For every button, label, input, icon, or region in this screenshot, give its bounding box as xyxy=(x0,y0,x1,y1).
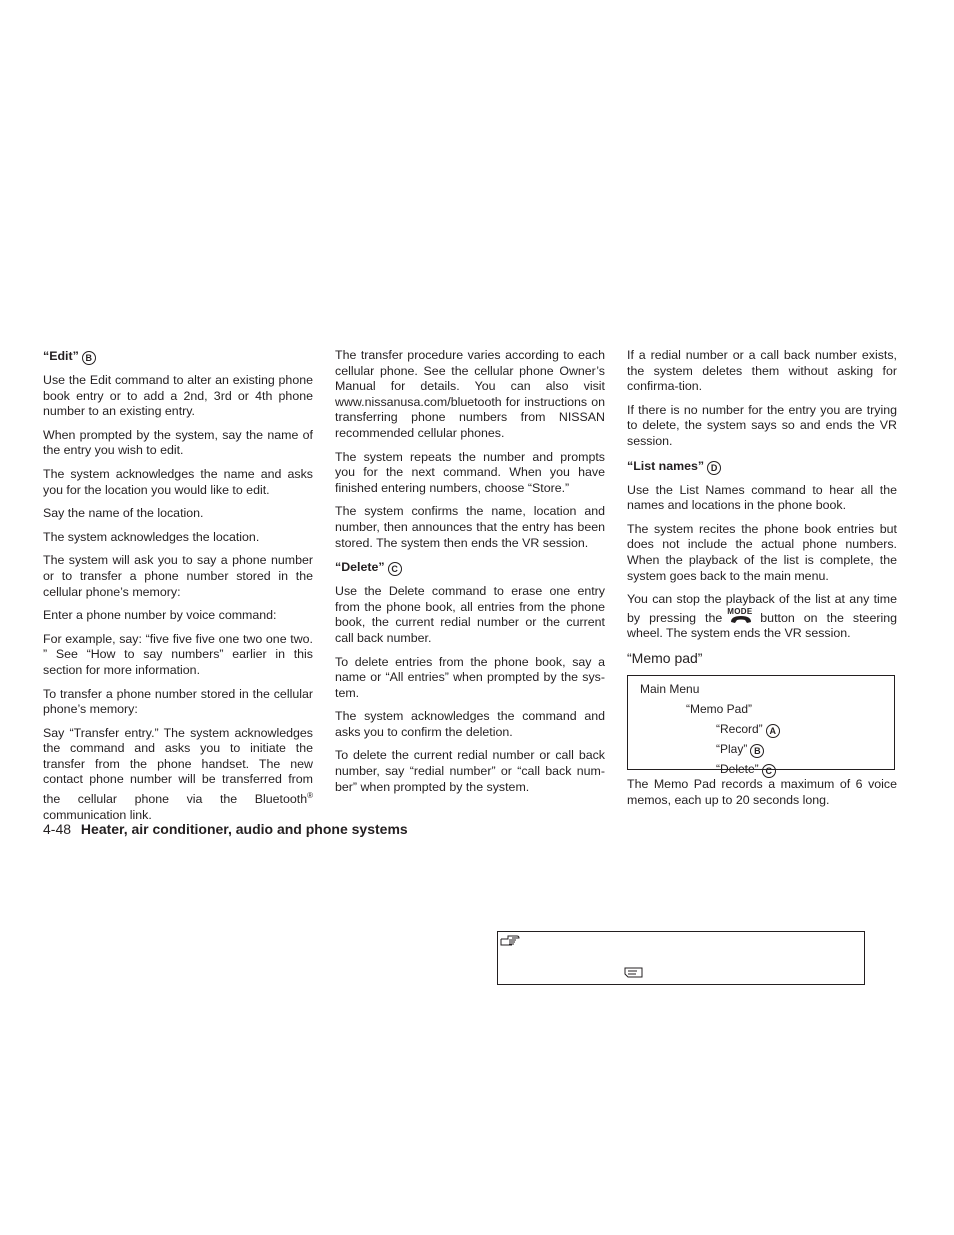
delete-heading-text: “Delete” xyxy=(335,560,385,575)
pointing-hand-icon xyxy=(624,965,644,984)
badge-d: D xyxy=(707,461,721,475)
menu-item-record xyxy=(628,719,894,739)
paragraph: Use the Delete command to erase one entry from the phone book, all entries from the phone book, the current redial number or the current call back number. xyxy=(335,584,605,645)
paragraph: The system repeats the number and prompts you for the next command. When you have finished entering numbers, choose “Store.” xyxy=(335,449,605,495)
page-number: 4-48 xyxy=(43,821,72,837)
edit-heading xyxy=(43,348,313,365)
menu-item-delete xyxy=(628,759,894,779)
badge-b: B xyxy=(82,351,96,365)
section-title: Heater, air conditioner, audio and phone systems xyxy=(80,821,408,837)
delete-heading xyxy=(335,559,605,576)
paragraph: If there is no number for the entry you are trying to delete, the system says so and ends the VR session. xyxy=(627,402,897,448)
paragraph: The system acknowledges the name and asks you for the location you would like to edit. xyxy=(43,466,313,497)
transfer-text: Say “Transfer entry.” The system acknowledges the command and asks you to initiate the transfer from the phone handset. The new contact phone number will be transferred from the cellular phone via the Bluetooth xyxy=(43,725,313,807)
paragraph: Use the Edit command to alter an existing phone book entry or to add a 2nd, 3rd or 4th phone number to an existing entry. xyxy=(43,373,313,419)
memo-pad-menu-diagram xyxy=(627,675,895,776)
badge-c: C xyxy=(388,562,402,576)
badge-a: A xyxy=(766,724,780,738)
stop-text: You can stop the playback of the list at any time by pressing the xyxy=(627,592,897,625)
menu-item-label: “Record” xyxy=(716,721,763,736)
menu-root: Main Menu xyxy=(640,681,700,696)
steering-phone-button-icon xyxy=(726,608,756,626)
pointing-hand-icon xyxy=(500,933,520,952)
mode-label: MODE xyxy=(727,606,753,616)
paragraph: The transfer procedure varies according to each cellular phone. See the cellular phone Owner’s Manual for details. You can also visit www.nissanusa.com/bluetooth for instructions on transferring phone numbers from NISSAN recommended cellular phones. xyxy=(335,348,605,440)
menu-memo-pad: “Memo Pad” xyxy=(686,701,753,716)
paragraph: When prompted by the system, say the name of the entry you wish to edit. xyxy=(43,427,313,458)
menu-item-label: “Delete” xyxy=(716,761,759,776)
paragraph: Enter a phone number by voice command: xyxy=(43,608,277,623)
column-2 xyxy=(335,348,605,803)
list-names-heading-text: “List names” xyxy=(627,458,705,473)
paragraph: Say the name of the location. xyxy=(43,506,204,521)
column-3 xyxy=(627,348,897,816)
registered-mark: ® xyxy=(307,791,313,801)
stop-text-end: button on the steering wheel. The system ends the VR session. xyxy=(627,610,898,641)
paragraph: To transfer a phone number stored in the cellular phone’s memory: xyxy=(43,686,313,717)
paragraph: The system acknowledges the command and asks you to confirm the deletion. xyxy=(335,709,605,739)
list-names-heading xyxy=(627,458,897,475)
page-footer xyxy=(43,820,408,838)
paragraph: To delete entries from the phone book, say a name or “All entries” when prompted by the sys-tem. xyxy=(335,654,605,700)
edit-heading-text: “Edit” xyxy=(43,349,79,363)
paragraph: For example, say: “five five five one two one two. ” See “How to say numbers” earlier in this section for more information. xyxy=(43,631,313,677)
paragraph: To delete the current redial number or call back number, say “redial number” or “call back num-ber” when prompted by the system. xyxy=(335,748,605,794)
menu-item-play xyxy=(628,739,894,759)
paragraph: The system will ask you to say a phone number or to transfer a phone number stored in the cellular phone’s memory: xyxy=(43,553,313,599)
paragraph: Use the List Names command to hear all the names and locations in the phone book. xyxy=(627,482,897,513)
stop-playback-paragraph xyxy=(627,592,897,642)
note-box xyxy=(497,931,865,985)
badge-c: C xyxy=(762,764,776,778)
transfer-paragraph xyxy=(43,726,313,824)
paragraph: The system confirms the name, location and number, then announces that the entry has been stored. The system then ends the VR session. xyxy=(335,504,605,550)
paragraph: The system acknowledges the location. xyxy=(43,529,260,544)
paragraph: The Memo Pad records a maximum of 6 voice memos, each up to 20 seconds long. xyxy=(627,776,897,807)
paragraph: The system recites the phone book entries but does not include the actual phone numbers. When the playback of the list is complete, the system goes back to the main menu. xyxy=(627,521,897,583)
menu-item-label: “Play” xyxy=(716,741,748,756)
paragraph: If a redial number or a call back number exists, the system deletes them without asking for confirma-tion. xyxy=(627,348,897,394)
badge-b: B xyxy=(750,744,764,758)
transfer-text-end: communication link. xyxy=(43,807,152,822)
column-1 xyxy=(43,348,313,831)
memo-pad-heading: “Memo pad” xyxy=(627,649,703,666)
